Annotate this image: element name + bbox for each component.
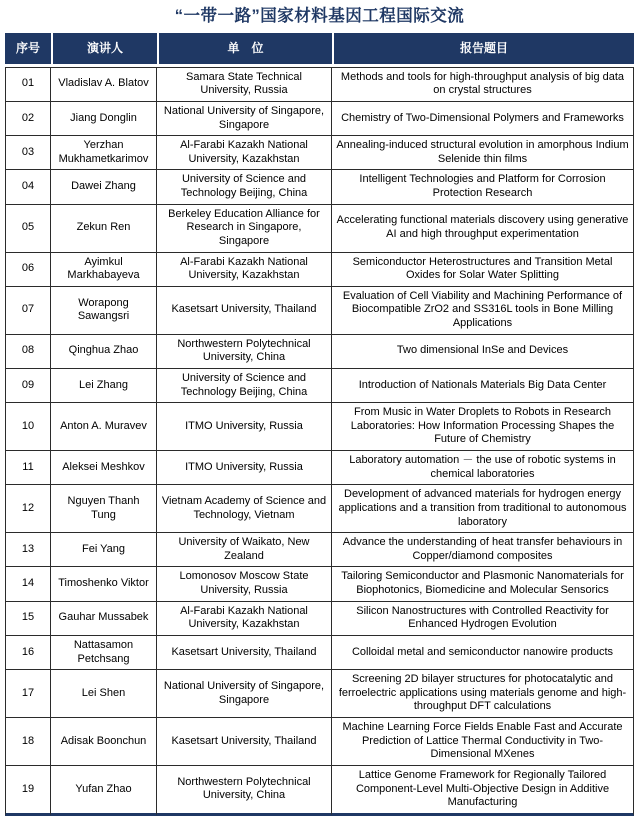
table-row [5,533,634,567]
cell-index: 02 [5,102,51,136]
cell-topic: Lattice Genome Framework for Regionally Tailored Component-Level Multi-Objective Design in Additive Manufacturing [332,766,634,816]
cell-topic: Methods and tools for high-throughput analysis of big data on crystal structures [332,67,634,102]
table-row [5,170,634,204]
cell-index: 03 [5,136,51,170]
cell-affiliation: ITMO University, Russia [157,403,332,451]
cell-affiliation: Samara State Technical University, Russia [157,67,332,102]
cell-topic: Two dimensional InSe and Devices [332,335,634,369]
cell-index: 04 [5,170,51,204]
cell-affiliation: University of Science and Technology Beijing, China [157,369,332,403]
cell-affiliation: Vietnam Academy of Science and Technology, Vietnam [157,485,332,533]
cell-topic: Colloidal metal and semiconductor nanowire products [332,636,634,670]
cell-speaker: Jiang Donglin [51,102,157,136]
cell-index: 11 [5,451,51,485]
cell-index: 16 [5,636,51,670]
cell-affiliation: National University of Singapore, Singapore [157,102,332,136]
cell-affiliation: Lomonosov Moscow State University, Russia [157,567,332,601]
cell-speaker: Nguyen Thanh Tung [51,485,157,533]
cell-affiliation: Northwestern Polytechnical University, China [157,766,332,816]
cell-index: 08 [5,335,51,369]
cell-topic: Development of advanced materials for hydrogen energy applications and a transition from traditional to autonomous laboratory [332,485,634,533]
cell-speaker: Aleksei Meshkov [51,451,157,485]
cell-speaker: Gauhar Mussabek [51,602,157,636]
cell-speaker: Nattasamon Petchsang [51,636,157,670]
cell-topic: Semiconductor Heterostructures and Transition Metal Oxides for Solar Water Splitting [332,253,634,287]
cell-index: 06 [5,253,51,287]
cell-index: 19 [5,766,51,816]
table-row [5,451,634,485]
cell-affiliation: University of Science and Technology Beijing, China [157,170,332,204]
cell-topic: Introduction of Nationals Materials Big Data Center [332,369,634,403]
cell-speaker: Yerzhan Mukhametkarimov [51,136,157,170]
table-row [5,102,634,136]
cell-affiliation: Northwestern Polytechnical University, China [157,335,332,369]
cell-speaker: Anton A. Muravev [51,403,157,451]
table-row [5,567,634,601]
table-row [5,718,634,766]
table-body [5,67,634,816]
cell-speaker: Qinghua Zhao [51,335,157,369]
column-header-speaker: 演讲人 [51,33,157,67]
cell-topic: Chemistry of Two-Dimensional Polymers and Frameworks [332,102,634,136]
table-row [5,136,634,170]
cell-affiliation: ITMO University, Russia [157,451,332,485]
table-row [5,287,634,335]
cell-affiliation: University of Waikato, New Zealand [157,533,332,567]
page-title: “一带一路”国家材料基因工程国际交流 [174,7,465,25]
cell-topic: Advance the understanding of heat transfer behaviours in Copper/diamond composites [332,533,634,567]
cell-index: 15 [5,602,51,636]
cell-affiliation: National University of Singapore, Singapore [157,670,332,718]
table-row [5,636,634,670]
table-header-row [5,33,634,67]
table-row [5,485,634,533]
speakers-table [5,33,634,816]
cell-topic: Annealing-induced structural evolution in amorphous Indium Selenide thin films [332,136,634,170]
cell-speaker: Lei Zhang [51,369,157,403]
cell-topic: Screening 2D bilayer structures for photocatalytic and ferroelectric applications using materials genome and high-throughput DFT calculations [332,670,634,718]
cell-speaker: Yufan Zhao [51,766,157,816]
cell-speaker: Zekun Ren [51,205,157,253]
cell-topic: Accelerating functional materials discovery using generative AI and high throughput experimentation [332,205,634,253]
table-row [5,67,634,102]
cell-index: 18 [5,718,51,766]
cell-topic: Silicon Nanostructures with Controlled Reactivity for Enhanced Hydrogen Evolution [332,602,634,636]
cell-affiliation: Kasetsart University, Thailand [157,287,332,335]
cell-index: 09 [5,369,51,403]
cell-speaker: Dawei Zhang [51,170,157,204]
cell-speaker: Lei Shen [51,670,157,718]
cell-index: 17 [5,670,51,718]
cell-topic: Evaluation of Cell Viability and Machining Performance of Biocompatible ZrO2 and SS316L tools in Bone Milling Applications [332,287,634,335]
cell-topic: From Music in Water Droplets to Robots in Research Laboratories: How Information Processing Shapes the Future of Chemistry [332,403,634,451]
column-header-affiliation: 单 位 [157,33,332,67]
cell-index: 10 [5,403,51,451]
cell-index: 12 [5,485,51,533]
table-row [5,403,634,451]
cell-affiliation: Al-Farabi Kazakh National University, Kazakhstan [157,602,332,636]
cell-index: 01 [5,67,51,102]
table-row [5,602,634,636]
cell-speaker: Vladislav A. Blatov [51,67,157,102]
column-header-index: 序号 [5,33,51,67]
cell-affiliation: Berkeley Education Alliance for Research in Singapore, Singapore [157,205,332,253]
cell-speaker: Adisak Boonchun [51,718,157,766]
table-row [5,369,634,403]
cell-index: 05 [5,205,51,253]
cell-speaker: Worapong Sawangsri [51,287,157,335]
table-row [5,205,634,253]
cell-affiliation: Al-Farabi Kazakh National University, Kazakhstan [157,253,332,287]
cell-affiliation: Al-Farabi Kazakh National University, Kazakhstan [157,136,332,170]
cell-index: 07 [5,287,51,335]
cell-topic: Laboratory automation － the use of robotic systems in chemical laboratories [332,451,634,485]
cell-speaker: Timoshenko Viktor [51,567,157,601]
cell-topic: Machine Learning Force Fields Enable Fast and Accurate Prediction of Lattice Thermal Conductivity in Two-Dimensional MXenes [332,718,634,766]
cell-affiliation: Kasetsart University, Thailand [157,718,332,766]
cell-speaker: Fei Yang [51,533,157,567]
cell-affiliation: Kasetsart University, Thailand [157,636,332,670]
cell-index: 14 [5,567,51,601]
cell-index: 13 [5,533,51,567]
cell-topic: Tailoring Semiconductor and Plasmonic Nanomaterials for Biophotonics, Biomedicine and Molecular Sensorics [332,567,634,601]
table-row [5,766,634,816]
cell-speaker: Ayimkul Markhabayeva [51,253,157,287]
column-header-topic: 报告题目 [332,33,634,67]
table-row [5,670,634,718]
cell-topic: Intelligent Technologies and Platform for Corrosion Protection Research [332,170,634,204]
table-row [5,335,634,369]
table-row [5,253,634,287]
